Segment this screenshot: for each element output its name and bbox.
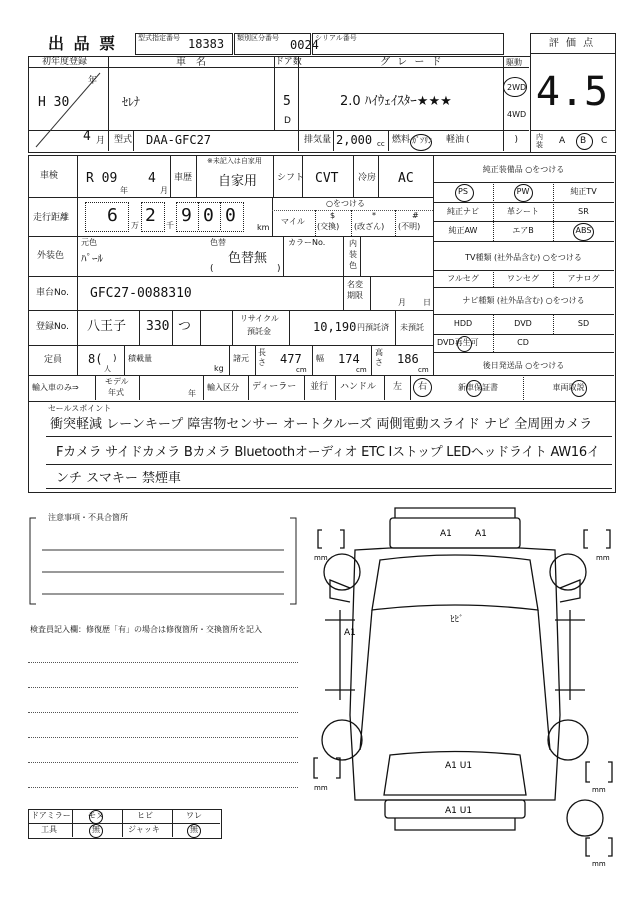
damage-front-a1-right: A1 [475, 529, 487, 539]
repaint-paren-open: ( [210, 264, 214, 274]
doors-suffix: D [284, 116, 291, 126]
height-unit: cm [418, 366, 429, 374]
mileage-digit-3: 9 [181, 205, 192, 226]
handle-left: 左 [393, 382, 403, 392]
equip-sunroof: SR [578, 207, 589, 216]
plate-class: 330 [146, 319, 170, 334]
interior-grade-b: B [580, 136, 587, 146]
history-label: 車歴 [174, 173, 193, 183]
navi-dvd-playback-circle [457, 336, 472, 352]
ac-label: 冷房 [358, 173, 377, 183]
first-registration-month-mark: 月 [96, 136, 106, 146]
name-change-label-2: 期限 [347, 291, 363, 300]
tv-analog: アナログ [567, 274, 600, 283]
length-value: 477 [280, 352, 302, 366]
inspection-month: 4 [148, 171, 156, 186]
shift-label: シフト [277, 173, 305, 183]
plate-area: 八王子 [87, 319, 127, 334]
tv-fullseg: フルセグ [447, 274, 479, 283]
mileage-label: 走行距離 [33, 213, 70, 223]
name-change-label-1: 名変 [347, 280, 363, 289]
handle-right-circle [413, 378, 432, 397]
drive-2wd: 2WD [507, 83, 527, 92]
diagram-mm-rear-left: mm [314, 784, 328, 792]
tools-label: 工具 [41, 825, 57, 834]
jack-value: 無 [190, 825, 198, 834]
inspection-era: R 09 [86, 171, 118, 186]
form-title: 出 品 票 [48, 34, 118, 53]
name-change-day: 日 [423, 298, 431, 307]
drive-2wd-circle [503, 77, 527, 97]
recycle-unit: 円預託済 [357, 323, 389, 332]
plate-kana: つ [178, 319, 192, 334]
load-label: 積載量 [128, 354, 152, 363]
sales-point-label: セールスポイント [48, 404, 112, 413]
crack-label: ヒビ [137, 811, 153, 820]
interior-grade-b-circle [576, 133, 593, 150]
equip-genuine-tv: 純正TV [570, 187, 597, 196]
model-year-label-2: 年式 [108, 388, 124, 397]
first-registration-year-mark: 年 [88, 76, 98, 86]
inspection-year-mark: 年 [120, 186, 128, 195]
width-unit: cm [356, 366, 367, 374]
recycle-label-1: リサイクル [240, 314, 279, 323]
unknown-text: (不明) [398, 222, 421, 231]
width-label: 幅 [316, 354, 324, 363]
diesel-label: 軽油 [446, 135, 465, 145]
modified-text: (改ざん) [354, 222, 385, 231]
navi-hdd: HDD [453, 319, 473, 328]
navi-type-label: ナビ種類 (社外品含む) ○をつける [462, 296, 585, 305]
equip-genuine-aw: 純正AW [448, 226, 478, 235]
first-registration-label: 初年度登録 [42, 57, 88, 67]
tools-value: 無 [92, 825, 100, 834]
navi-dvd: DVD [514, 319, 532, 328]
equip-genuine-navi: 純正ナビ [447, 207, 479, 216]
grade-label: グ レ ー ド [380, 57, 444, 68]
recycle-none: 未預託 [400, 323, 424, 332]
rating-label: 評 価 点 [548, 38, 596, 49]
dims-label: 諸元 [233, 354, 249, 363]
equip-pw: PW [516, 187, 530, 196]
navi-dvd-playback: DVD再生可 [437, 338, 479, 347]
rating-value: 4.5 [535, 69, 609, 115]
modified-star: * [372, 211, 376, 220]
damage-windshield: ﾋﾋﾞ [450, 615, 464, 625]
capacity-paren-close: ) [113, 354, 117, 364]
color-number-label: カラーNo. [288, 238, 326, 247]
type-number-value: 18383 [188, 37, 225, 51]
inspection-month-mark: 月 [160, 186, 168, 195]
equip-pw-circle [514, 184, 533, 202]
interior-grade-a: A [559, 136, 566, 146]
later-manual-circle [571, 380, 587, 397]
tv-type-label: TV種類 (社外品含む) ○をつける [465, 253, 582, 262]
mile-label: マイル [281, 217, 305, 226]
later-shipment-label: 後日発送品 ○をつける [482, 361, 565, 370]
equip-abs: ABS [575, 226, 592, 235]
exchange-dollar: $ [330, 211, 336, 220]
equip-ps: PS [458, 187, 468, 196]
original-color-label: 元色 [81, 238, 97, 247]
chassis-label: 車台No. [36, 288, 69, 298]
later-warranty: 新車保証書 [458, 383, 498, 392]
import-year-mark: 年 [188, 389, 196, 398]
capacity-unit: 人 [104, 365, 111, 373]
mileage-sen: 千 [166, 221, 174, 230]
fuel-label: 燃料 [392, 135, 411, 145]
doors-label: ドア数 [275, 57, 302, 67]
navi-cd: CD [517, 338, 529, 347]
mileage-digit-5: 0 [225, 205, 236, 226]
plate-label: 登録No. [36, 322, 69, 332]
first-registration-month: 4 [83, 129, 91, 144]
capacity-value: 8( [88, 352, 103, 366]
handle-right: 右 [418, 382, 428, 392]
navi-sd: SD [577, 319, 590, 328]
car-name-value: ｾﾚﾅ [122, 95, 141, 109]
interior-color-label-3: 色 [349, 261, 357, 270]
diesel-paren: ( ) [466, 135, 519, 145]
first-registration-era-year: H 30 [38, 95, 70, 110]
mileage-km: km [257, 223, 270, 232]
height-label: 高さ [375, 348, 383, 367]
sales-point-line-3: ンチ スマキー 禁煙車 [56, 471, 182, 486]
damage-front-a1-left: A1 [440, 529, 452, 539]
inspection-label: 車検 [40, 171, 59, 181]
exterior-color-label: 外装色 [37, 251, 65, 261]
tv-oneseg: ワンセグ [507, 274, 539, 283]
equip-leather: 革シート [507, 207, 539, 216]
model-value: DAA-GFC27 [146, 133, 212, 147]
mileage-digit-1: 6 [107, 205, 118, 226]
class-number-label: 類別区分番号 [237, 34, 279, 42]
caution-label: 注意事項・不具合箇所 [48, 513, 128, 522]
damage-left-side: A1 [344, 628, 356, 638]
break-label: ワレ [186, 811, 202, 820]
exchange-text: (交換) [317, 222, 340, 231]
repaint-label: 色替 [210, 238, 226, 247]
displacement-label: 排気量 [304, 135, 332, 145]
drive-label: 駆動 [506, 58, 522, 67]
shift-value: CVT [315, 171, 339, 186]
caution-bracket [28, 513, 298, 608]
name-change-month: 月 [398, 298, 406, 307]
length-label: 長さ [258, 348, 266, 367]
displacement-unit: cc [377, 140, 385, 148]
later-warranty-circle [466, 380, 482, 397]
history-value: 自家用 [218, 174, 258, 189]
diagram-mm-spare: mm [592, 860, 606, 868]
interior-grade-label: 内装 [536, 133, 543, 149]
import-dealer: ディーラー [252, 382, 297, 392]
mileage-digit-2: 2 [145, 205, 156, 226]
height-value: 186 [397, 352, 419, 366]
history-note: ※未記入は自家用 [207, 157, 262, 165]
equip-ps-circle [455, 184, 474, 202]
length-unit: cm [296, 366, 307, 374]
original-color-value: ﾊﾟｰﾙ [81, 252, 103, 265]
serial-number-label: シリアル番号 [315, 34, 357, 42]
type-number-label: 型式指定番号 [138, 34, 180, 42]
mirror-label: ドアミラー [31, 811, 71, 820]
unknown-hash: # [412, 211, 419, 220]
later-manual: 車両取説 [552, 383, 585, 392]
fuel-gasoline: ｶﾞｿﾘﾝ [412, 136, 432, 145]
car-name-label: 車 名 [176, 57, 206, 68]
diagram-mm-front-left: mm [314, 554, 328, 562]
repaint-value: 色替無 [228, 251, 268, 266]
handle-label: ハンドル [340, 382, 377, 392]
grade-value: 2.0 ﾊｲｳｪｲｽﾀｰ★★★ [340, 94, 452, 109]
interior-grade-c: C [601, 136, 608, 146]
import-class-label: 輸入区分 [207, 383, 239, 392]
import-parallel: 並行 [310, 382, 329, 392]
mileage-digit-4: 0 [203, 205, 214, 226]
jack-value-circle [187, 824, 201, 838]
drive-4wd: 4WD [507, 110, 527, 119]
width-value: 174 [338, 352, 360, 366]
sales-point-line-2: Fカメラ サイドカメラ Bカメラ Bluetoothオーディオ ETC Iストップ LEDヘッドライト AW16イ [56, 445, 600, 460]
displacement-value: 2,000 [336, 133, 373, 147]
car-damage-diagram [300, 500, 630, 870]
tools-value-circle [89, 824, 103, 838]
capacity-label: 定員 [44, 355, 63, 365]
damage-rear-panel: A1 U1 [445, 761, 473, 771]
model-year-label-1: モデル [105, 377, 129, 386]
import-label: 輸入車のみ⇒ [32, 383, 79, 392]
equip-abs-circle [573, 223, 594, 241]
load-kg: kg [214, 364, 224, 373]
diagram-mm-front-right: mm [596, 554, 610, 562]
chassis-value: GFC27-0088310 [90, 286, 192, 301]
interior-color-label-1: 内 [349, 239, 357, 248]
sales-point-line-1: 衝突軽減 レーンキープ 障害物センサー オートクルーズ 両側電動スライド ナビ 全周囲カメラ [50, 417, 593, 432]
diagram-mm-rear-right: mm [592, 786, 606, 794]
damage-rear-bumper: A1 U1 [445, 806, 473, 816]
recycle-value: 10,190 [313, 320, 357, 334]
mirror-value-circle [89, 810, 103, 824]
equip-airbag: エアB [512, 226, 534, 235]
mileage-circle-note: ○をつける [326, 199, 365, 208]
inspector-label: 検査員記入欄：修復歴「有」の場合は修復箇所・交換箇所を記入 [30, 625, 262, 634]
interior-color-label-2: 装 [349, 250, 357, 259]
genuine-equipment-label: 純正装備品 ○をつける [482, 165, 565, 174]
doors-value: 5 [283, 94, 291, 109]
class-number-value: 0024 [290, 38, 319, 52]
model-label: 型式 [114, 135, 133, 145]
mirror-value: モヌ [88, 811, 104, 820]
repaint-paren-close: ) [277, 264, 281, 274]
recycle-label-2: 預託金 [247, 327, 271, 336]
jack-label: ジャッキ [128, 825, 160, 834]
ac-value: AC [398, 171, 414, 186]
mileage-man: 万 [131, 221, 139, 230]
fuel-gasoline-circle [410, 134, 432, 151]
